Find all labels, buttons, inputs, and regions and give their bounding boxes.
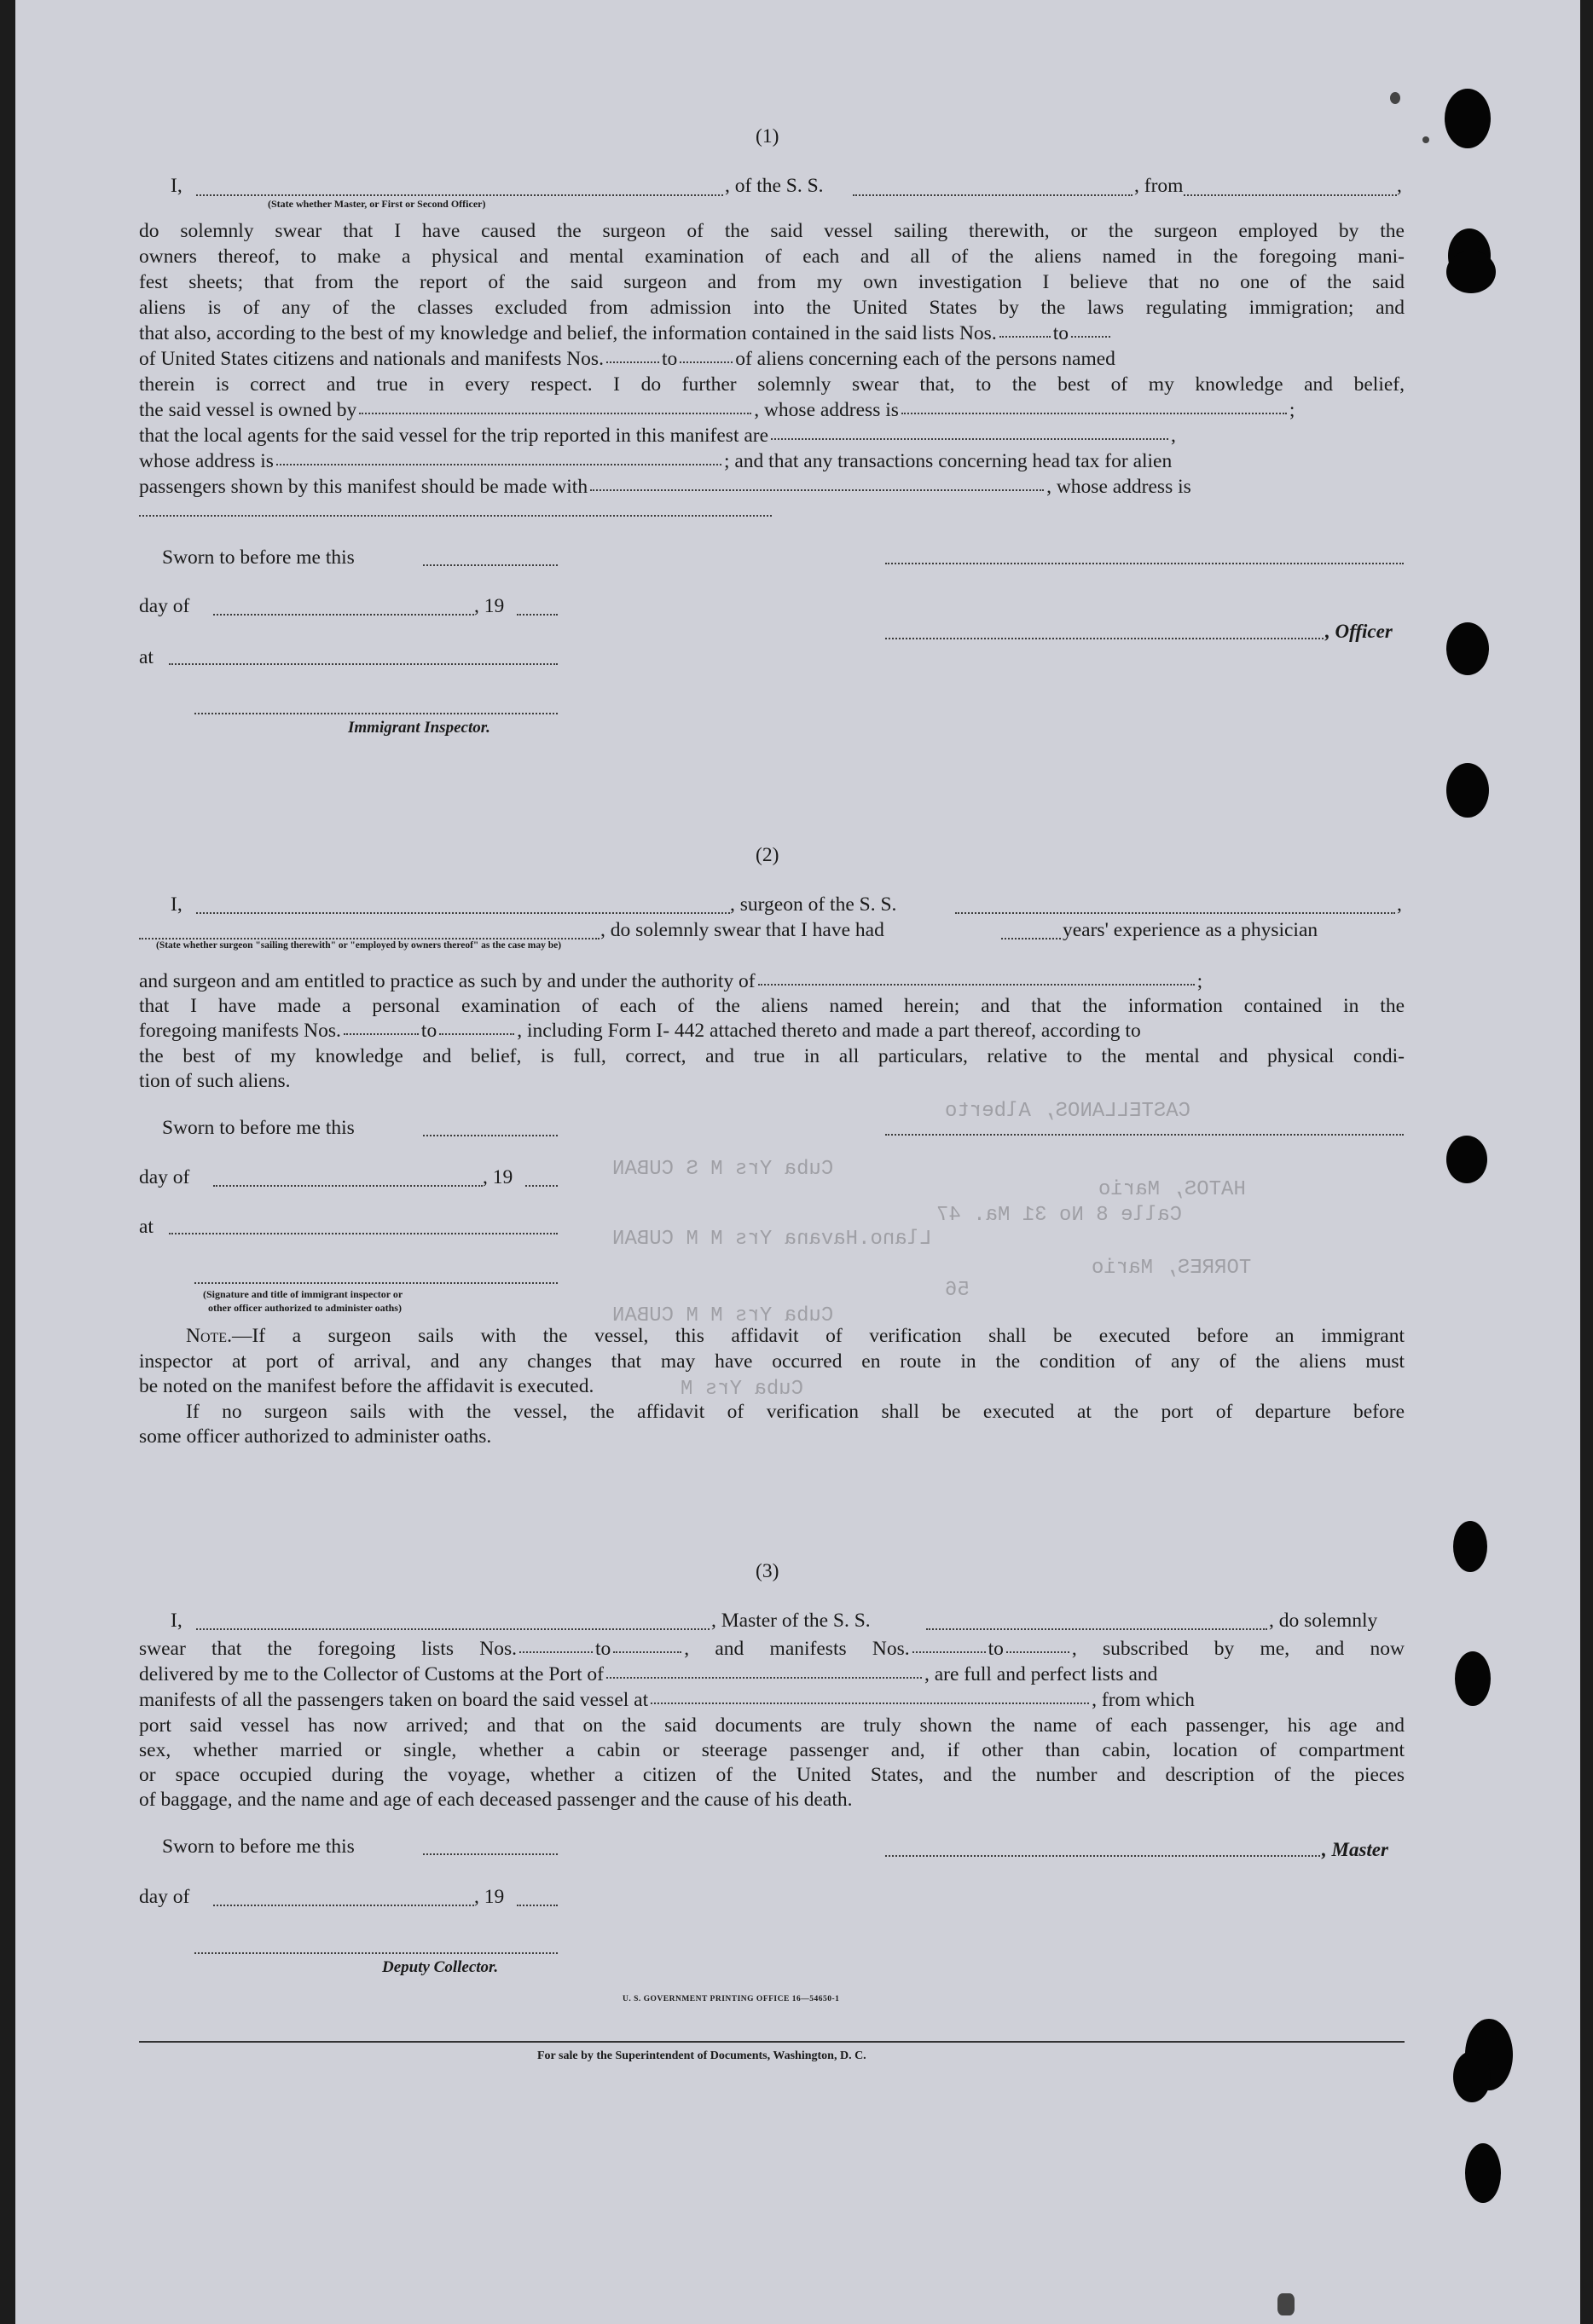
sec2-body-line: the best of my knowledge and belief, is full, correct, and true in all particulars, relative to the mental and physical condi- [139,1045,1405,1067]
sec2-day-of-label: day of [139,1166,190,1188]
gpo-imprint: U. S. GOVERNMENT PRINTING OFFICE 16—54650-1 [623,1995,840,2003]
manifests-to-field[interactable] [680,361,733,363]
punch-hole [1446,763,1489,818]
punch-hole [1445,89,1491,148]
surgeon-signature-field[interactable] [885,1134,1404,1136]
surgeon-name-field[interactable] [196,912,730,914]
local-agents-field[interactable] [771,438,1168,440]
immigrant-inspector-label: Immigrant Inspector. [348,719,490,737]
sec2-place-field[interactable] [169,1233,558,1234]
sec1-month-field[interactable] [213,614,474,616]
signature-title-note: other officer authorized to administer oaths) [208,1302,402,1314]
sec2-do-swear: , do solemnly swear that I have had [600,919,884,941]
master-label: , Master [1322,1839,1388,1860]
surgeon-status-field[interactable] [139,938,600,939]
sec3-day-of-label: day of [139,1886,190,1908]
sec2-manifests-from-field[interactable] [344,1033,419,1035]
deputy-signature-field[interactable] [194,1952,558,1954]
officer-name-field[interactable] [196,194,723,196]
sec2-year-label: , 19 [483,1166,513,1188]
punch-hole [1455,1651,1491,1706]
sec2-year-field[interactable] [525,1185,558,1187]
sec2-body-line: that I have made a personal examination of each of the aliens named herein; and that the information contained in the [139,995,1405,1017]
officer-note: (State whether Master, or First or Second Officer) [268,198,486,210]
surgeon-status-note: (State whether surgeon "sailing therewith" or "employed by owners thereof" as the case may be) [156,940,562,951]
sec3-lists-from-field[interactable] [519,1651,593,1653]
sec3-body-line: sex, whether married or single, whether a cabin or steerage passenger and, if other than cabin, location of compartment [139,1739,1405,1761]
sec2-ship-name-field[interactable] [955,912,1395,914]
sec2-authority-line: and surgeon and am entitled to practice as such by and under the authority of ; [139,970,1203,992]
head-tax-address-field[interactable] [139,515,772,517]
sec1-of-ss: , of the S. S. [725,175,824,197]
sec3-manifests-to-field[interactable] [1006,1651,1069,1653]
sec2-years: years' experience as a physician [1063,919,1318,941]
sec2-at-label: at [139,1216,154,1238]
sec1-body-line: therein is correct and true in every respect. I do further solemnly swear that, to the best of my knowledge and belief, [139,373,1405,396]
sec2-month-field[interactable] [213,1185,483,1187]
ink-speck [1422,136,1429,143]
sec2-i-label: I, [171,893,182,916]
sec2-manifests-to-field[interactable] [439,1033,514,1035]
head-tax-contact-field[interactable] [590,489,1044,491]
sec3-body-line: of baggage, and the name and age of each deceased passenger and the cause of his death. [139,1789,853,1811]
sec2-manifests-line: foregoing manifests Nos. to , including Form I- 442 attached thereto and made a part thereof, according to [139,1020,1141,1042]
sec1-lists-line: that also, according to the best of my knowledge and belief, the information contained in the said lists Nos. to [139,321,1113,346]
sec1-comma: , [1397,175,1402,197]
footer-rule [139,2041,1405,2043]
sec3-i-label: I, [171,1610,182,1632]
form-page: CASTELLANOS, Alberto Cuba Yrs M S CUBAN HATOS, Mario Calle 8 No 31 Ma. 47 Llano.Havana Yrs M M CUBAN TORRES, Mario 56 Cuba Yrs M M CUBAN Cuba Yrs M (1) I, (State whether Master, or First or Second Officer) , of the S. S. , from , do solemnly swear that I have caused the surgeon of the said vessel sailing therewith, or the surgeon employed by the owners thereof, to make a physical and mental examination of each and all of the aliens named in the foregoing mani- fest sheets; that from the report of the said surgeon and from my own investigation I believe that no one of the said aliens is of any of the classes excluded from admission into the United States by the laws regulating immigration; and that also, according to the best of my knowledge and belief, the information contained in the said lists Nos. to of United States citizens and nationals and manifests Nos. to of aliens concerning each of the persons named therein is correct and true in every respect. I do further solemnly swear that, to the best of my knowledge and belief, the said vessel is owned by , whose address is ; that the local agents for the said vessel for the trip reported in this manifest are , whose address is ; and that any transactions concerning head tax for alien passengers shown by this manifest should be made with , whose address is Sworn to before me this day of , 19 , Officer at Immigrant Inspector. (2) I, , surgeon of the S. S. , , do solemnly swear that I have had years' experience as a physician (State whether surgeon "sailing therewith" or "employed by owners thereof" as the case may be) and surgeon and am entitled to practice as such by and under the authority of ; that I have made a personal examination of each of the aliens named herein; and that the information contained in the foregoing manifests Nos. to , including Form I- 442 attached thereto and made a part thereof, according to the best of my knowledge and belief, is full, correct, and true in all particulars, relative to the mental and physical condi- tion of such aliens. Sworn to before me this day of , 19 at (Signature and title of immigrant inspector or other officer authorized to administer oaths) Note.—If a surgeon sails with the vessel, this affidavit of verification shall be executed before an immigrant inspector at port of arrival, and any changes that may have occurred en route in the condition of any of the aliens must be noted on the manifest before the affidavit is executed. If no surgeon sails with the vessel, the affidavit of verification shall be executed at the port of departure before some officer authorized to administer oaths. (3) I, , Master of the S. S. , do solemnly swear that the foregoing lists Nos. to , and manifests Nos. to , subscribed by me, and now delivered by me to the Collector of Customs at the Port of , are full and perfect lists and manifests of all the passengers taken on board the said vessel at , from which port said vessel has now arrived; and that on the said documents are truly shown the name of each passenger, his age and sex, whether married or single, whether a cabin or steerage passenger and, if other than cabin, location of compartment or space occupied during the voyage, whether a citizen of the United States, and the number and description of the pieces of baggage, and the name and age of each deceased passenger and the cause of his death. Sworn to before me this , Master day of , 19 Deputy Collector. U. S. GOVERNMENT PRINTING OFFICE 16—54650-1 For sale by the Superintendent of Documents, Washington, D. C. [15,0,1580,2324]
deputy-collector-label: Deputy Collector. [382,1958,499,1976]
sec3-sworn-label: Sworn to before me this [162,1835,355,1858]
sec1-body-line: owners thereof, to make a physical and mental examination of each and all of the aliens named in the foregoing mani- [139,246,1405,268]
manifests-from-field[interactable] [606,361,659,363]
sec1-address-line: whose address is ; and that any transactions concerning head tax for alien [139,450,1173,472]
sec1-from: , from [1134,175,1184,197]
sec3-manifests-from-field[interactable] [912,1651,986,1653]
sec2-surgeon-of: , surgeon of the S. S. [730,893,897,916]
signature-title-note: (Signature and title of immigrant inspector or [203,1288,403,1300]
sec1-departure-port-field[interactable] [1184,194,1397,196]
ink-speck [1390,92,1400,104]
punch-hole [1446,622,1489,675]
note-line: Note.—If a surgeon sails with the vessel, this affidavit of verification shall be executed before an immigrant [186,1325,1405,1347]
owner-field[interactable] [359,413,751,414]
port-of-arrival-field[interactable] [606,1677,922,1679]
sec3-lists-line: swear that the foregoing lists Nos. to , and manifests Nos. to , subscribed by me, and now [139,1638,1405,1660]
sec2-inspector-signature-field[interactable] [194,1282,558,1284]
section-3-heading: (3) [756,1560,779,1582]
sec2-body-line: tion of such aliens. [139,1070,291,1092]
sec3-body-line: or space occupied during the voyage, whether a citizen of the United States, and the number and description of the pieces [139,1764,1405,1786]
sec3-month-field[interactable] [213,1905,474,1906]
sec1-body-line: aliens is of any of the classes excluded from admission into the United States by the laws regulating immigration; and [139,297,1405,319]
sec3-do-solemnly: , do solemnly [1269,1610,1378,1632]
punch-hole [1446,1136,1487,1183]
sec2-sworn-day-field[interactable] [423,1135,558,1136]
sec1-officer-signature-field[interactable] [885,563,1404,564]
sec3-sworn-day-field[interactable] [423,1853,558,1855]
punch-hole [1446,251,1496,293]
sec3-boarded-line: manifests of all the passengers taken on board the said vessel at , from which [139,1689,1195,1711]
sec2-comma: , [1397,893,1402,916]
sec3-lists-to-field[interactable] [613,1651,681,1653]
sec1-inspector-signature-field[interactable] [194,713,558,714]
note-line: inspector at port of arrival, and any changes that may have occurred en route in the condition of any of the aliens must [139,1350,1405,1373]
agents-address-field[interactable] [276,464,721,465]
port-of-embarkation-field[interactable] [651,1703,1089,1704]
punch-hole [1453,2051,1491,2102]
master-signature-field[interactable] [885,1855,1320,1857]
sec3-body-line: port said vessel has now arrived; and that on the said documents are truly shown the name of each passenger, his age and [139,1714,1405,1737]
sec1-ship-name-field[interactable] [853,194,1132,196]
master-name-field[interactable] [196,1628,710,1630]
for-sale-notice: For sale by the Superintendent of Documents, Washington, D. C. [537,2049,866,2062]
sec1-owner-line: the said vessel is owned by , whose address is ; [139,399,1295,421]
note-label: Note. [186,1325,232,1347]
sec1-officer-field[interactable] [885,638,1324,639]
sec2-sworn-label: Sworn to before me this [162,1117,355,1139]
officer-label: , Officer [1325,621,1393,642]
owner-address-field[interactable] [901,413,1287,414]
note2-line: some officer authorized to administer oaths. [139,1425,492,1448]
sec3-year-label: , 19 [474,1886,505,1908]
sec3-year-field[interactable] [517,1905,558,1906]
sec1-sworn-label: Sworn to before me this [162,546,355,569]
lists-to-field[interactable] [1071,336,1110,338]
note2-line: If no surgeon sails with the vessel, the affidavit of verification shall be executed at the port of departure before [186,1401,1405,1423]
lists-from-field[interactable] [999,336,1051,338]
ink-speck [1277,2293,1295,2315]
sec1-at-label: at [139,646,154,668]
sec1-i-label: I, [171,175,182,197]
practice-authority-field[interactable] [758,984,1195,986]
years-experience-field[interactable] [1001,938,1061,939]
sec1-manifests-line: of United States citizens and nationals and manifests Nos. to of aliens concerning each of the persons named [139,348,1115,370]
note-line: be noted on the manifest before the affidavit is executed. [139,1375,594,1397]
sec1-body-line: fest sheets; that from the report of the said surgeon and from my own investigation I believe that no one of the said [139,271,1405,293]
sec1-day-of-label: day of [139,595,190,617]
sec1-body-line: do solemnly swear that I have caused the surgeon of the said vessel sailing therewith, or the surgeon employed by the [139,220,1405,242]
sec1-agents-line: that the local agents for the said vessel for the trip reported in this manifest are , [139,425,1176,447]
sec1-headtax-line: passengers shown by this manifest should be made with , whose address is [139,476,1191,498]
punch-hole [1453,1521,1487,1572]
sec3-collector-line: delivered by me to the Collector of Customs at the Port of , are full and perfect lists and [139,1663,1158,1685]
sec1-year-field[interactable] [517,614,558,616]
section-2-heading: (2) [756,844,779,866]
section-1-heading: (1) [756,125,779,147]
sec1-place-field[interactable] [169,663,558,665]
sec1-sworn-day-field[interactable] [423,564,558,566]
sec3-ship-name-field[interactable] [926,1628,1267,1630]
sec3-master-of: , Master of the S. S. [711,1610,871,1632]
punch-hole [1465,2143,1501,2203]
sec1-year-label: , 19 [474,595,505,617]
